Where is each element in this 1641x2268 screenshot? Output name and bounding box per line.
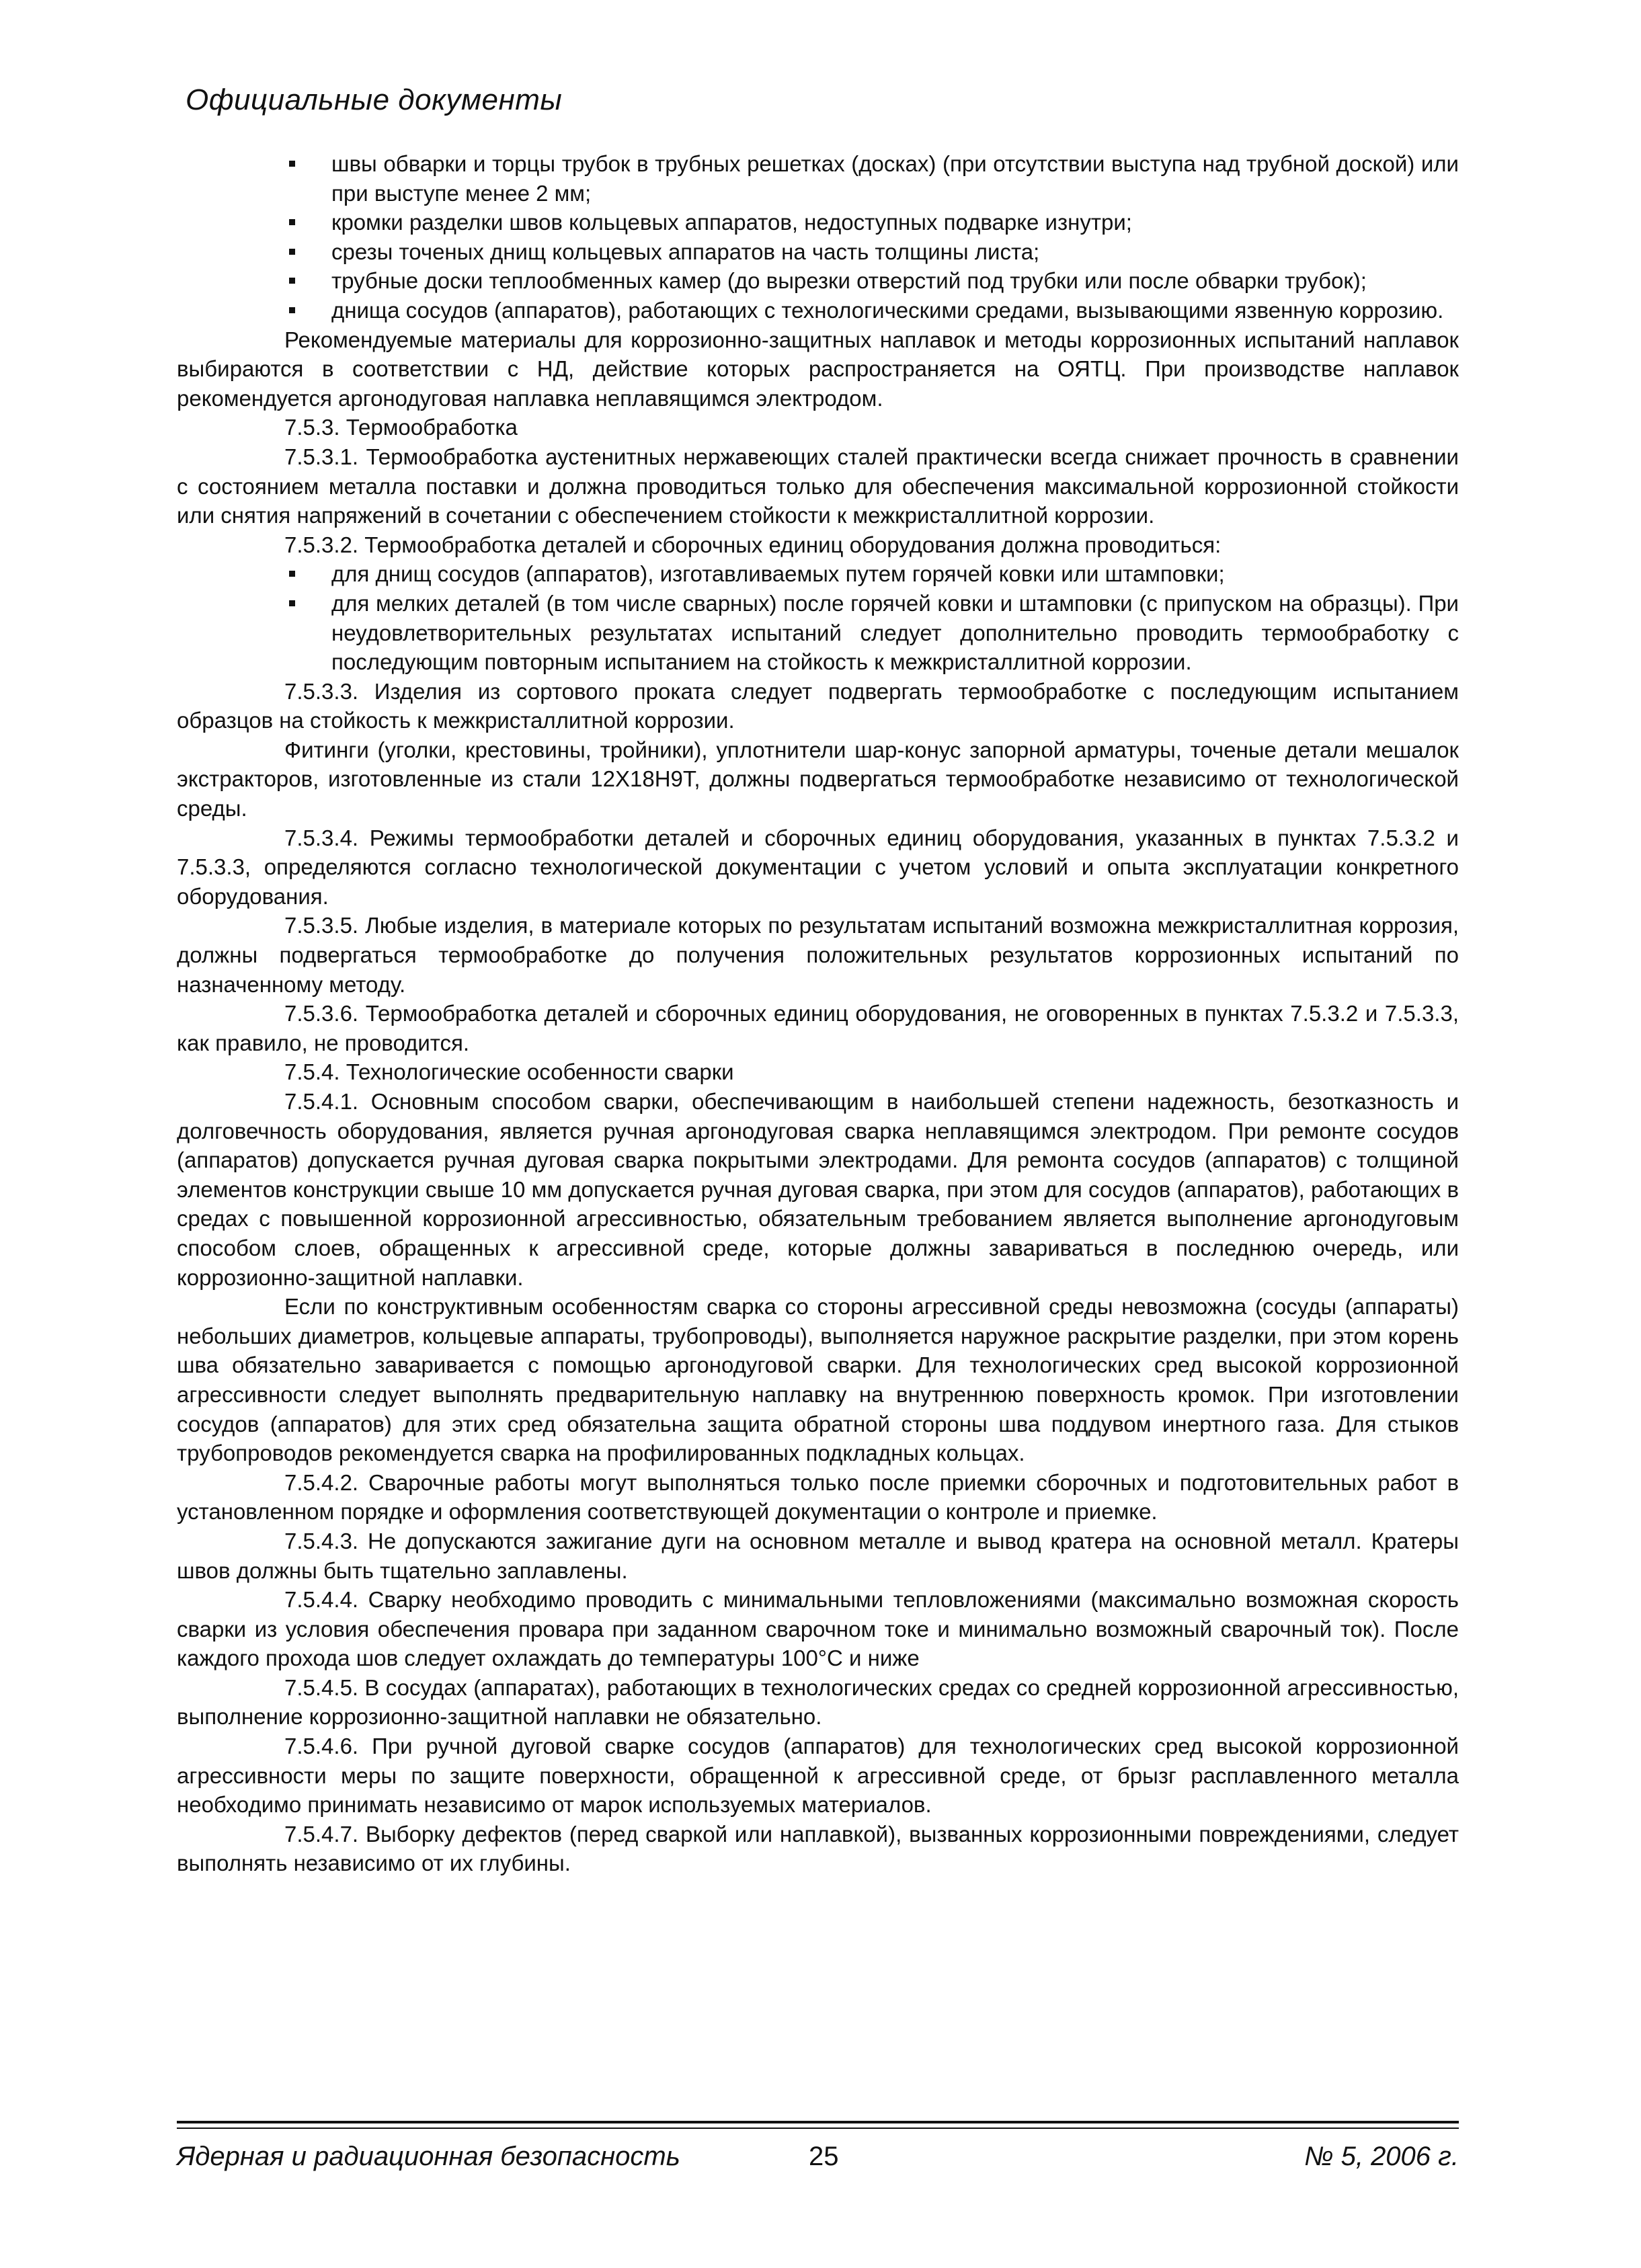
paragraph-7-5-4-2: 7.5.4.2. Сварочные работы могут выполняться только после приемки сборочных и подготовительных работ в установленном порядке и оформления соответствующей документации о контроле и приемке. [177,1469,1459,1525]
bullet-icon [289,571,295,577]
list-item: днища сосудов (аппаратов), работающих с технологическими средами, вызывающими язвенную коррозию. [177,296,1459,325]
document-body [177,149,1459,1878]
paragraph-7-5-4-4: 7.5.4.4. Сварку необходимо проводить с минимальными тепловложениями (максимально возможная скорость сварки из условия обеспечения провара при заданном сварочном токе и минимально возможный сварочный ток). После каждого прохода шов следует охлаждать до температуры 100°С и ниже [177,1587,1459,1671]
paragraph-fittings: Фитинги (уголки, крестовины, тройники), уплотнители шар-конус запорной арматуры, точеные детали мешалок экстракторов, изготовленные из стали 12Х18Н9Т, должны подвергаться термообработке независимо от технологической среды. [177,737,1459,821]
bullet-icon [289,600,295,606]
paragraph-7-5-3-1: 7.5.3.1. Термообработка аустенитных нержавеющих сталей практически всегда снижает прочность в сравнении с состоянием металла поставки и должна проводиться только для обеспечения максимальной коррозионной стойкости или снятия напряжений в сочетании с обеспечением стойкости к межкристаллитной коррозии. [177,444,1459,528]
list-item: для мелких деталей (в том числе сварных) после горячей ковки и штамповки (с припуском на образцы). При неудовлетворительных результатах испытаний следует дополнительно проводить термообработку с последующим повторным испытанием на стойкость к межкристаллитной коррозии. [177,589,1459,677]
list-item: кромки разделки швов кольцевых аппаратов, недоступных подварке изнутри; [177,208,1459,237]
list-item: для днищ сосудов (аппаратов), изготавливаемых путем горячей ковки или штамповки; [177,559,1459,589]
paragraph-design-features: Если по конструктивным особенностям сварка со стороны агрессивной среды невозможна (сосуды (аппараты) небольших диаметров, кольцевые аппараты, трубопроводы), выполняется наружное раскрытие разделки, при этом корень шва обязательно заваривается с помощью аргонодуговой сварки. Для технологических сред высокой коррозионной агрессивности следует выполнять предварительную наплавку на внутреннюю поверхность кромок. При изготовлении сосудов (аппаратов) для этих сред обязательна защита обратной стороны шва поддувом инертного газа. Для стыков трубопроводов рекомендуется сварка на профилированных подкладных кольцах. [177,1294,1459,1466]
paragraph-7-5-4-7: 7.5.4.7. Выборку дефектов (перед сваркой или наплавкой), вызванных коррозионными повреждениями, следует выполнять независимо от их глубины. [177,1821,1459,1876]
bullet-icon [289,278,295,284]
paragraph-7-5-4-6: 7.5.4.6. При ручной дуговой сварке сосудов (аппаратов) для технологических сред высокой коррозионной агрессивности меры по защите поверхности, обращенной к агрессивной среде, от брызг расплавленного металла необходимо принимать независимо от марок используемых материалов. [177,1734,1459,1818]
list-item: швы обварки и торцы трубок в трубных решетках (досках) (при отсутствии выступа над трубной доской) или при выступе менее 2 мм; [177,149,1459,208]
paragraph-7-5-4-1: 7.5.4.1. Основным способом сварки, обеспечивающим в наибольшей степени надежность, безотказность и долговечность оборудования, является ручная аргонодуговая сварка неплавящимся электродом. При ремонте сосудов (аппаратов) допускается ручная дуговая сварка покрытыми электродами. Для ремонта сосудов (аппаратов) с толщиной элементов конструкции свыше 10 мм допускается ручная дуговая сварка, при этом для сосудов (аппаратов), работающих в средах с повышенной коррозионной агрессивностью, обязательным требованием является выполнение аргонодуговым способом слоев, обращенных к агрессивной среде, которые должны завариваться в последнюю очередь, или коррозионно-защитной наплавки. [177,1089,1459,1290]
page-footer [177,2142,1459,2175]
list-item: трубные доски теплообменных камер (до вырезки отверстий под трубки или после обварки трубок); [177,266,1459,296]
page-number: 25 [809,2142,839,2171]
paragraph-7-5-3-6: 7.5.3.6. Термообработка деталей и сборочных единиц оборудования, не оговоренных в пунктах 7.5.3.2 и 7.5.3.3, как правило, не проводится. [177,1001,1459,1055]
paragraph-7-5-4-3: 7.5.4.3. Не допускаются зажигание дуги на основном металле и вывод кратера на основной металл. Кратеры швов должны быть тщательно заплавлены. [177,1528,1459,1583]
bullet-list-heat-treatment [177,559,1459,676]
paragraph-recommended-materials: Рекомендуемые материалы для коррозионно-защитных наплавок и методы коррозионных испытаний наплавок выбираются в соответствии с НД, действие которых распространяется на ОЯТЦ. При производстве наплавок рекомендуется аргонодуговая наплавка неплавящимся электродом. [177,327,1459,411]
bullet-icon [289,307,295,313]
paragraph-7-5-3-5: 7.5.3.5. Любые изделия, в материале которых по результатам испытаний возможна межкристаллитная коррозия, должны подвергаться термообработке до получения положительных результатов коррозионных испытаний по назначенному методу. [177,913,1459,997]
bullet-icon [289,161,295,167]
paragraph-7-5-3-3: 7.5.3.3. Изделия из сортового проката следует подвергать термообработке с последующим испытанием образцов на стойкость к межкристаллитной коррозии. [177,678,1459,733]
paragraph-7-5-3-4: 7.5.3.4. Режимы термообработки деталей и сборочных единиц оборудования, указанных в пунктах 7.5.3.2 и 7.5.3.3, определяются согласно технологической документации с учетом условий и опыта эксплуатации конкретного оборудования. [177,825,1459,909]
bullet-list-welds [177,149,1459,325]
section-heading-7-5-3: 7.5.3. Термообработка [284,415,518,440]
bullet-icon [289,249,295,255]
footer-divider [177,2121,1459,2123]
issue-number: № 5, 2006 г. [1304,2142,1459,2171]
section-heading-7-5-4: 7.5.4. Технологические особенности сварки [284,1059,734,1085]
bullet-icon [289,219,295,225]
paragraph-7-5-4-5: 7.5.4.5. В сосудах (аппаратах), работающих в технологических средах со средней коррозионной агрессивностью, выполнение коррозионно-защитной наплавки не обязательно. [177,1674,1459,1730]
journal-title: Ядерная и радиационная безопасность [177,2142,680,2171]
paragraph-7-5-3-2: 7.5.3.2. Термообработка деталей и сборочных единиц оборудования должна проводиться: [284,532,1222,557]
running-header: Официальные документы [186,83,563,116]
list-item: срезы точеных днищ кольцевых аппаратов на часть толщины листа; [177,237,1459,267]
footer-divider-thin [177,2128,1459,2129]
